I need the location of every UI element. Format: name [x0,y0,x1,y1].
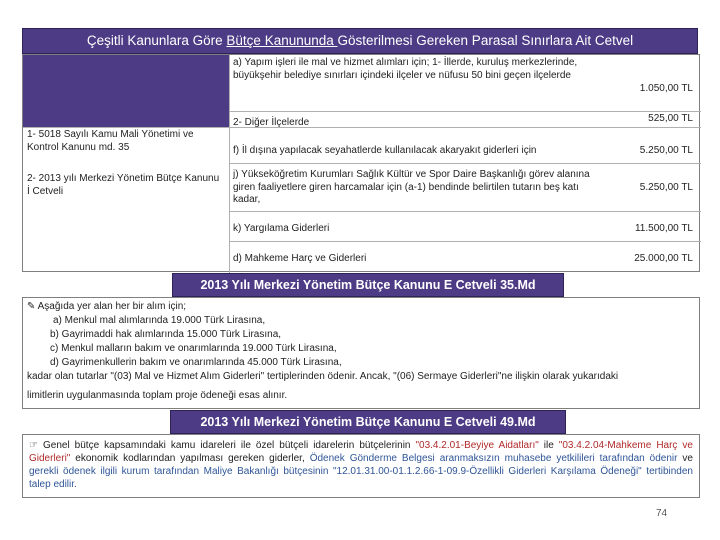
s49-text-3: ile [538,440,559,451]
page-number: 74 [656,508,668,519]
s49-text-odenir: Ödenek Gönderme Belgesi aranmaksızın muhasebe yetkilileri tarafından ödenir [309,453,678,464]
s49-text-1: Genel bütçe kapsamındaki kamu idareleri ile özel bütçeli idarelerin bütçelerinin [42,440,416,451]
section-35-line-1: a) Menkul mal alımlarında 19.000 Türk Lirasına, [53,315,266,326]
row-desc-f: f) İl dışına yapılacak seyahatlerde kullanılacak akaryakıt giderleri için [233,145,537,156]
section-35-line-2: b) Gayrimaddi hak alımlarında 15.000 Türk Lirasına, [50,329,282,340]
section-35-line-4: d) Gayrimenkullerin bakım ve onarımlarında 45.000 Türk Lirasına, [50,357,342,368]
row-amount-f: 5.250,00 TL [639,145,693,156]
row-desc-diger: 2- Diğer İlçelerde [233,117,310,128]
left-label-2013-cetvel: 2- 2013 yılı Merkezi Yönetim Bütçe Kanunu İ Cetveli [27,173,220,197]
section-35-body [22,297,700,409]
section-35-line-5: kadar olan tutarlar "(03) Mal ve Hizmet Alım Giderleri" tertiplerinden ödenir. Ancak, "(06) Sermaye Giderleri"ne ilişkin olarak yukarıdaki [27,371,619,382]
section-49-header: 2013 Yılı Merkezi Yönetim Bütçe Kanunu E Cetveli 49.Md [170,410,566,434]
title-part-2: Bütçe Kanununda [226,33,338,48]
row-amount-k: 11.500,00 TL [634,223,693,234]
section-49-paragraph [23,435,699,495]
s49-text-talep: gerekli ödenek ilgili kurum tarafından Maliye Bakanlığı bütçesinin "12.01.31.00-01.1.2.66-1-09.9-Özellikli Giderleri Karşılama Ödeneği" tertibinden talep edilir. [29,466,693,490]
section-35-line-3: c) Menkul malların bakım ve onarımlarında 19.000 Türk Lirasına, [50,343,337,354]
left-label-5018: 1- 5018 Sayılı Kamu Mali Yönetimi ve Kontrol Kanunu md. 35 [27,129,194,153]
row-desc-k: k) Yargılama Giderleri [233,223,330,234]
section-35-intro: Aşağıda yer alan her bir alım için; [37,301,187,312]
title-part-3: Gösterilmesi Gereken Parasal Sınırlara Ait Cetvel [337,33,634,48]
section-35-line-6: limitlerin uygulanmasında toplam proje ödeneği esas alınır. [27,390,288,401]
s49-code-mahkeme: "03.4.2.04-Mahkeme Harç ve Giderleri" [29,440,693,464]
section-49-body [22,434,700,498]
s49-text-7: ve [677,453,693,464]
title-part-1: Çeşitli Kanunlara Göre [86,33,227,48]
limits-table [22,54,700,272]
s49-code-aidat: "03.4.2.01-Beyiye Aidatları" [415,440,539,451]
page-title [22,28,698,54]
section-35-header: 2013 Yılı Merkezi Yönetim Bütçe Kanunu E Cetveli 35.Md [172,273,564,297]
row-amount-diger: 525,00 TL [648,113,693,124]
table-header-block [23,55,229,127]
s49-text-5: ekonomik kodlarından yapılması gereken giderler, [70,453,310,464]
pen-icon: ✎ [27,301,36,312]
row-amount-j: 5.250,00 TL [639,182,693,193]
row-desc-a: a) Yapım işleri ile mal ve hizmet alımları için; 1- İllerde, kuruluş merkezlerinde, büyükşehir belediye sınırları içindeki ilçeler ve nüfusu 50 bini geçen ilçelerde [233,57,578,81]
section-35-line-0 [27,300,186,313]
row-amount-a: 1.050,00 TL [639,83,693,94]
row-desc-d: d) Mahkeme Harç ve Giderleri [233,253,367,264]
row-amount-d: 25.000,00 TL [634,253,693,264]
row-desc-j: j) Yükseköğretim Kurumları Sağlık Kültür ve Spor Daire Başkanlığı görev alanına giren faaliyetlere giren harcamalar için (a-1) bendinde belirtilen tutarın beş katı kadar, [233,169,590,205]
pointer-icon: ☞ [29,440,43,451]
